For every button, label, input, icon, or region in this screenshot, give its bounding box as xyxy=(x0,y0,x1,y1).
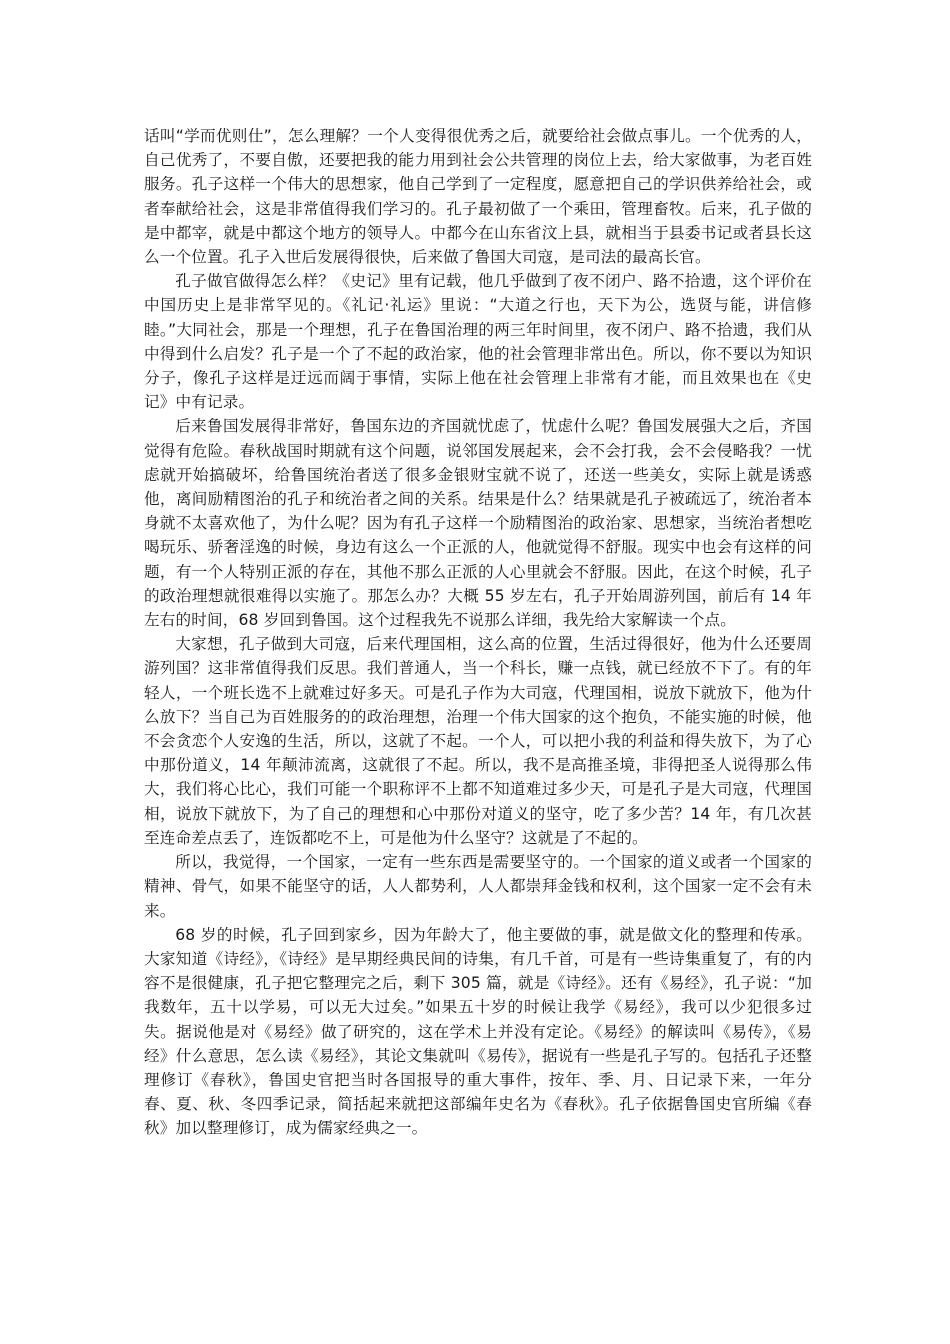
document-body xyxy=(144,124,812,1141)
paragraph-5: 所以，我觉得，一个国家，一定有一些东西是需要坚守的。一个国家的道义或者一个国家的精神、骨气，如果不能坚守的话，人人都势利，人人都崇拜金钱和权利，这个国家一定不会有未来。 xyxy=(144,853,812,920)
paragraph-1: 话叫“学而优则仕”，怎么理解？一个人变得很优秀之后，就要给社会做点事儿。一个优秀的人，自己优秀了，不要自傲，还要把我的能力用到社会公共管理的岗位上去，给大家做事，为老百姓服务。孔子这样一个伟大的思想家，他自己学到了一定程度，愿意把自己的学识供养给社会，或者奉献给社会，这是非常值得我们学习的。孔子最初做了一个乘田，管理畜牧。后来，孔子做的是中都宰，就是中都这个地方的领导人。中都今在山东省汶上县，就相当于县委书记或者县长这么一个位置。孔子入世后发展得很快，后来做了鲁国大司寇，是司法的最高长官。 xyxy=(144,127,812,267)
paragraph-3: 后来鲁国发展得非常好，鲁国东边的齐国就忧虑了，忧虑什么呢？鲁国发展强大之后，齐国觉得有危险。春秋战国时期就有这个问题，说邻国发展起来，会不会打我，会不会侵略我？一忧虑就开始搞破坏，给鲁国统治者送了很多金银财宝就不说了，还送一些美女，实际上就是诱惑他，离间励精图治的孔子和统治者之间的关系。结果是什么？结果就是孔子被疏远了，统治者本身就不太喜欢他了，为什么呢？因为有孔子这样一个励精图治的政治家、思想家，当统治者想吃喝玩乐、骄奢淫逸的时候，身边有这么一个正派的人，他就觉得不舒服。现实中也会有这样的问题，有一个人特别正派的存在，其他不那么正派的人心里就会不舒服。因此，在这个时候，孔子的政治理想就很难得以实施了。那怎么办？大概 55 岁左右，孔子开始周游列国，前后有 14 年左右的时间，68 岁回到鲁国。这个过程我先不说那么详细，我先给大家解读一个点。 xyxy=(144,417,812,630)
paragraph-6: 68 岁的时候，孔子回到家乡，因为年龄大了，他主要做的事，就是做文化的整理和传承。大家知道《诗经》，《诗经》是早期经典民间的诗集，有几千首，可是有一些诗集重复了，有的内容不是很健康，孔子把它整理完之后，剩下 305 篇，就是《诗经》。还有《易经》，孔子说：“加我数年，五十以学易，可以无大过矣。”如果五十岁的时候让我学《易经》，我可以少犯很多过失。据说他是对《易经》做了研究的，这在学术上并没有定论。《易经》的解读叫《易传》，《易经》什么意思，怎么读《易经》，其论文集就叫《易传》，据说有一些是孔子写的。包括孔子还整理修订《春秋》，鲁国史官把当时各国报导的重大事件，按年、季、月、日记录下来，一年分春、夏、秋、冬四季记录，简括起来就把这部编年史名为《春秋》。孔子依据鲁国史官所编《春秋》加以整理修订，成为儒家经典之一。 xyxy=(144,925,812,1138)
paragraph-4: 大家想，孔子做到大司寇，后来代理国相，这么高的位置，生活过得很好，他为什么还要周游列国？这非常值得我们反思。我们普通人，当一个科长，赚一点钱，就已经放不下了。有的年轻人，一个班长选不上就难过好多天。可是孔子作为大司寇，代理国相，说放下就放下，他为什么放下？当自己为百姓服务的的政治理想，治理一个伟大国家的这个抱负，不能实施的时候，他不会贪恋个人安逸的生活，所以，这就了不起。一个人，可以把小我的利益和得失放下，为了心中那份道义，14 年颠沛流离，这就很了不起。所以，我不是高推圣境，非得把圣人说得那么伟大，我们将心比心，我们可能一个职称评不上都不知道难过多少天，可是孔子是大司寇，代理国相，说放下就放下，为了自己的理想和心中那份对道义的坚守，吃了多少苦？14 年，有几次甚至连命差点丢了，连饭都吃不上，可是他为什么坚守？这就是了不起的。 xyxy=(144,635,812,847)
paragraph-2: 孔子做官做得怎么样？《史记》里有记载，他几乎做到了夜不闭户、路不拾遗，这个评价在中国历史上是非常罕见的。《礼记·礼运》里说：“大道之行也，天下为公，选贤与能，讲信修睦。”大同社会，那是一个理想，孔子在鲁国治理的两三年时间里，夜不闭户、路不拾遗，我们从中得到什么启发？孔子是一个了不起的政治家，他的社会管理非常出色。所以，你不要以为知识分子，像孔子这样是迂远而阔于事情，实际上他在社会管理上非常有才能，而且效果也在《史记》中有记录。 xyxy=(144,272,812,412)
